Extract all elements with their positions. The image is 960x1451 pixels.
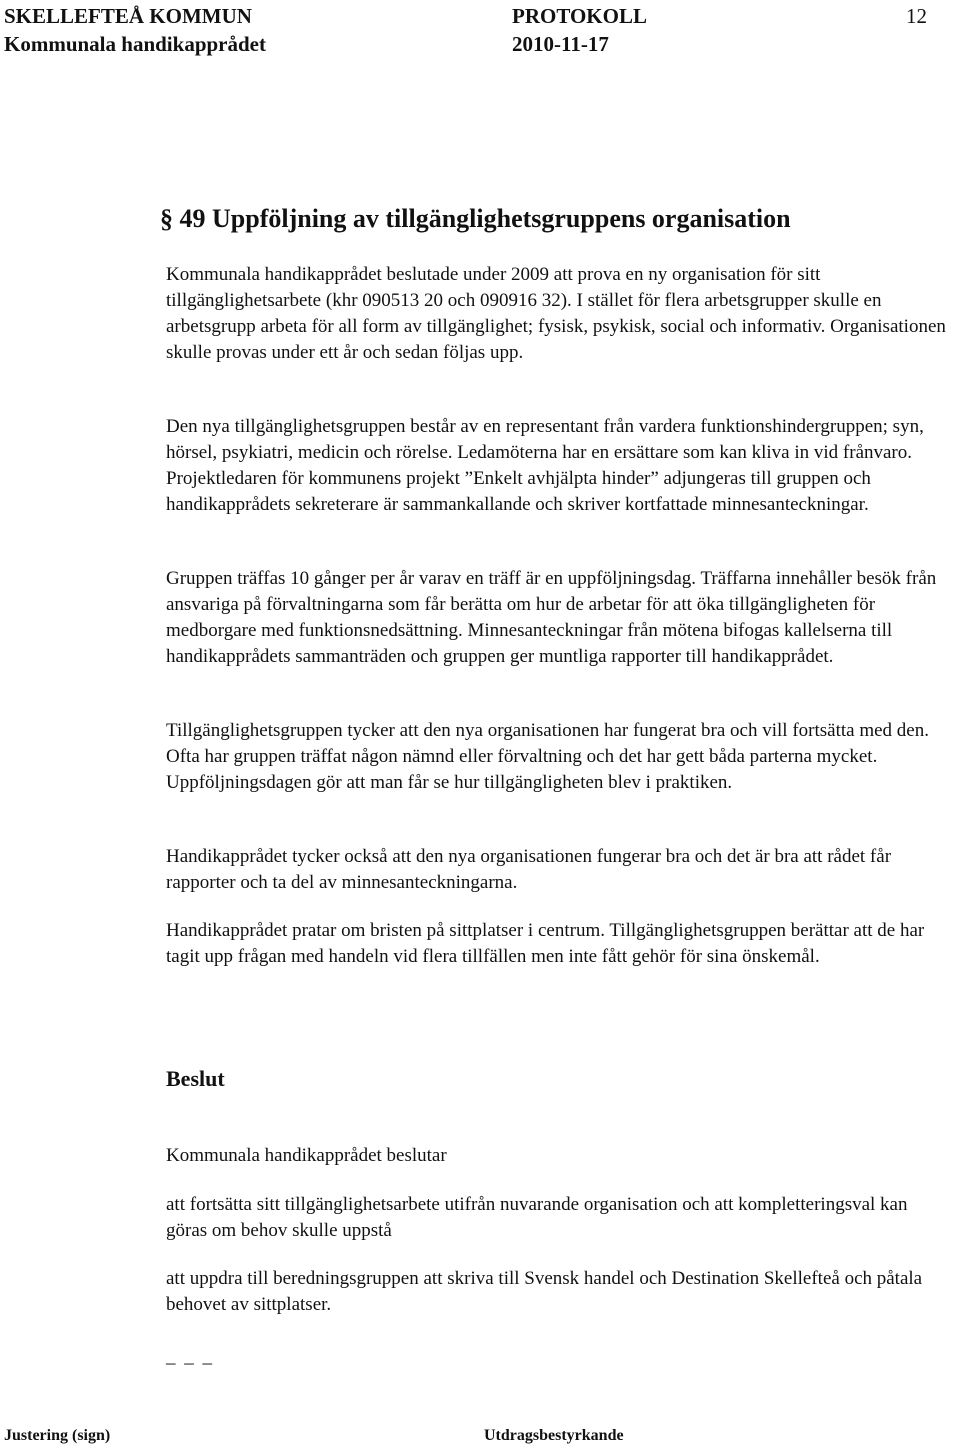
paragraph-text: Kommunala handikapprådet beslutade under 2009 att prova en ny organisation för sitt tillgänglighetsarbete (khr 090513 20 och 090916 32). I stället för flera arbetsgrupper skulle en arbetsgrupp arbeta för all form av tillgänglighet; fysisk, psykisk, social och informativ. Organisationen skulle provas under ett år och sedan följas upp. [166, 264, 946, 363]
section-title [160, 204, 791, 234]
section-title-text: 49 Uppföljning av tillgänglighetsgruppens organisation [179, 204, 791, 233]
footer-signature-label: Justering (sign) [4, 1427, 111, 1444]
meeting-date: 2010-11-17 [512, 32, 609, 56]
footer-certification-label: Utdragsbestyrkande [484, 1427, 624, 1444]
decision-item-text: att uppdra till beredningsgruppen att skriva till Svensk handel och Destination Skellefteå och påtala behovet av sittplatser. [166, 1268, 923, 1315]
decision-heading: Beslut [166, 1066, 225, 1091]
section-paragraph-4 [166, 718, 946, 796]
decision-intro-text: Kommunala handikapprådet beslutar [166, 1145, 447, 1166]
org-name: SKELLEFTEÅ KOMMUN [4, 4, 252, 28]
decision-intro [166, 1143, 946, 1169]
paragraph-text: Tillgänglighetsgruppen tycker att den nya organisationen har fungerat bra och vill fortsätta med den. Ofta har gruppen träffat någon nämnd eller förvaltning och det har gett båda parterna mycket. Uppföljningsdagen gör att man får se hur tillgängligheten blev i praktiken. [166, 720, 929, 793]
paragraph-sign-icon: § [160, 204, 180, 233]
decision-item-text: att fortsätta sitt tillgänglighetsarbete utifrån nuvarande organisation och att kompletteringsval kan göras om behov skulle uppstå [166, 1194, 908, 1241]
section-paragraph-6 [166, 918, 946, 970]
decision-item-1 [166, 1192, 946, 1244]
end-dashes: _ _ _ [166, 1346, 214, 1367]
section-paragraph-1 [166, 262, 946, 366]
decision-item-2 [166, 1266, 946, 1318]
paragraph-text: Den nya tillgänglighetsgruppen består av en representant från vardera funktionshindergruppen; syn, hörsel, psykiatri, medicin och rörelse. Ledamöterna har en ersättare som kan kliva in vid frånvaro. Projektledaren för kommunens projekt ”Enkelt avhjälpta hinder” adjungeras till gruppen och handikapprådets sekreterare är sammankallande och skriver kortfattade minnesanteckningar. [166, 416, 924, 515]
paragraph-text: Gruppen träffas 10 gånger per år varav en träff är en uppföljningsdag. Träffarna innehåller besök från ansvariga på förvaltningarna som får berätta om hur de arbetar för att öka tillgängligheten för medborgare med funktionsnedsättning. Minnesanteckningar från mötena bifogas kallelserna till handikapprådets sammanträden och gruppen ger muntliga rapporter till handikapprådet. [166, 568, 937, 667]
section-paragraph-2 [166, 414, 946, 518]
paragraph-text: Handikapprådet pratar om bristen på sittplatser i centrum. Tillgänglighetsgruppen berättar att de har tagit upp frågan med handeln vid flera tillfällen men inte fått gehör för sina önskemål. [166, 920, 925, 967]
section-paragraph-3 [166, 566, 946, 670]
body-name: Kommunala handikapprådet [4, 32, 266, 56]
doc-type: PROTOKOLL [512, 4, 647, 28]
paragraph-text: Handikapprådet tycker också att den nya organisationen fungerar bra och det är bra att rådet får rapporter och ta del av minnesanteckningarna. [166, 846, 892, 893]
section-paragraph-5 [166, 844, 946, 896]
page-number: 12 [906, 4, 927, 28]
